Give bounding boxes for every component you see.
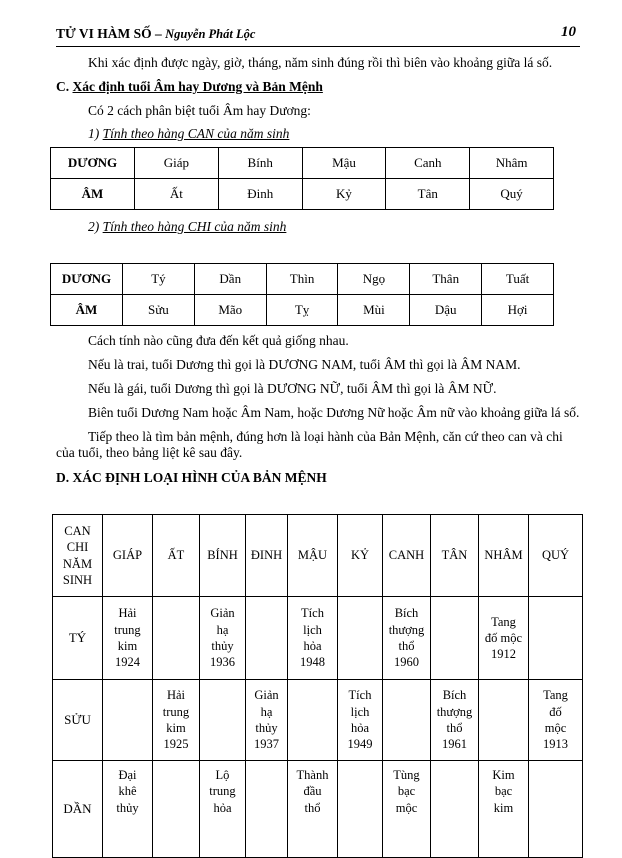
can-header: TÂN [431,515,479,597]
menh-cell-line: 1925 [163,737,189,752]
can-table-cell: Mậu [302,148,386,179]
menh-cell [246,680,288,761]
menh-cell [383,761,431,858]
menh-cell-line: Tang [543,688,568,703]
chi-label: TÝ [53,597,103,680]
header-title: TỬ VI HÀM SỐ – Nguyễn Phát Lộc [56,26,256,41]
can-header: GIÁP [103,515,153,597]
menh-cell-line: trung [114,622,141,637]
chi-table-cell: Thìn [266,264,338,295]
menh-cell-line: thủy [255,721,278,735]
paragraph-2: Nếu là trai, tuổi Dương thì gọi là DƯƠNG NAM, tuổi ÂM thì gọi là ÂM NAM. [88,357,521,372]
menh-cell-line: khê [118,784,137,799]
chi-table-row [51,295,554,326]
menh-cell [338,597,383,680]
menh-cell [103,597,153,680]
menh-cell-line: trung [162,704,190,719]
paragraph-4: Biên tuổi Dương Nam hoặc Âm Nam, hoặc Dương Nữ hoặc Âm nữ vào khoảng giữa lá số. [88,405,580,420]
section-c-intro: Có 2 cách phân biệt tuổi Âm hay Dương: [88,103,311,118]
chi-table-cell: Sửu [123,295,195,326]
menh-cell-line: mộc [395,800,418,815]
chi-table-cell: Tuất [482,264,554,295]
menh-cell-line: 1948 [300,655,325,670]
menh-cell [479,680,529,761]
can-table-row [51,148,554,179]
chi-label: DẦN [53,761,103,858]
menh-cell-line: hạ [216,622,229,637]
menh-cell-line: 1924 [115,655,140,670]
can-table [50,147,554,210]
menh-cell-line: Tích [301,606,324,621]
can-header: NHÂM [479,515,529,597]
chi-table-cell: Hợi [482,295,554,326]
menh-cell [338,680,383,761]
can-header: ĐINH [246,515,288,597]
menh-cell [383,680,431,761]
can-table-cell: Ất [135,179,219,210]
menh-cell [288,680,338,761]
method1-label: 1) Tính theo hàng CAN của năm sinh [88,126,290,141]
menh-cell [338,761,383,858]
corner-line: CHI [66,540,89,555]
can-table-cell: Kỷ [302,179,386,210]
corner-line: CAN [64,523,91,538]
menh-cell-line: bạc [397,784,416,799]
section-c-heading: C. Xác định tuổi Âm hay Dương và Bản Mệnh [56,79,323,94]
can-row-label: ÂM [51,179,135,210]
paragraph-3: Nếu là gái, tuổi Dương thì gọi là DƯƠNG NỮ, tuổi ÂM thì gọi là ÂM NỮ. [88,381,497,396]
menh-header-row [53,515,583,597]
menh-cell [479,761,529,858]
menh-cell-line: đố [549,704,562,719]
menh-cell [200,761,246,858]
menh-cell-line: kim [166,721,186,735]
paragraph-6: của tuổi, theo bảng liệt kê sau đây. [56,445,243,460]
menh-cell-line: thượng [436,704,473,719]
section-d-heading: D. XÁC ĐỊNH LOẠI HÌNH CỦA BẢN MỆNH [56,470,327,485]
menh-cell [153,680,200,761]
page-number: 10 [561,24,576,40]
menh-cell [529,761,583,858]
ban-menh-table [52,514,583,858]
menh-cell [246,597,288,680]
menh-cell-line: thổ [398,639,415,653]
chi-table-cell: Dậu [410,295,482,326]
menh-cell-line: thủy [211,639,234,653]
can-header: MẬU [288,515,338,597]
menh-cell-line: lịch [303,622,322,637]
menh-cell-line: Bích [394,606,419,621]
chi-table [50,263,554,326]
menh-cell-line: Hải [118,606,137,621]
menh-cell [103,761,153,858]
can-table-cell: Đinh [218,179,302,210]
menh-cell-line: 1913 [543,737,568,752]
menh-cell-line: 1936 [210,655,235,670]
can-header: BÍNH [200,515,246,597]
chi-table-cell: Ngọ [338,264,410,295]
menh-cell-line: 1961 [442,737,467,752]
menh-cell [200,597,246,680]
menh-cell [529,680,583,761]
can-table-cell: Bính [218,148,302,179]
menh-cell-line: lịch [350,704,370,719]
menh-row [53,597,583,680]
can-table-cell: Giáp [135,148,219,179]
menh-cell-line: Bích [442,688,467,703]
menh-cell [200,680,246,761]
menh-row [53,680,583,761]
menh-cell-line: bạc [494,784,513,799]
menh-cell [288,761,338,858]
chi-table-cell: Mão [194,295,266,326]
can-table-cell: Canh [386,148,470,179]
menh-cell-line: Giản [210,606,235,621]
menh-cell-line: Kim [492,768,515,782]
menh-cell-line: hỏa [350,721,370,735]
corner-line: SINH [62,572,93,587]
chi-table-cell: Dần [194,264,266,295]
menh-cell-line: Lộ [215,768,230,782]
menh-cell [479,597,529,680]
menh-cell [431,597,479,680]
chi-table-cell: Tý [123,264,195,295]
paragraph-1: Cách tính nào cũng đưa đến kết quả giống nhau. [88,333,349,348]
menh-cell [288,597,338,680]
menh-cell-line: 1912 [491,647,516,662]
can-header: CANH [383,515,431,597]
menh-cell-line: Thành [296,768,329,782]
menh-cell-line: kim [493,800,514,815]
menh-cell-line: Tang [491,614,516,629]
can-header: KỶ [338,515,383,597]
menh-cell-line: thủy [116,800,139,815]
menh-cell-line: Giản [254,688,279,703]
chi-row-label: DƯƠNG [51,264,123,295]
menh-cell-line: đố mộc [484,630,523,645]
menh-cell [383,597,431,680]
paragraph-5: Tiếp theo là tìm bản mệnh, đúng hơn là loại hành của Bản Mệnh, căn cứ theo can và chi [88,429,563,444]
menh-cell-line: trung [209,784,236,799]
menh-cell-line: thượng [388,622,425,637]
intro-line: Khi xác định được ngày, giờ, tháng, năm sinh đúng rồi thì biên vào khoảng giữa lá số. [88,55,553,70]
can-header: ẤT [153,515,200,597]
menh-cell [153,761,200,858]
can-row-label: DƯƠNG [51,148,135,179]
can-table-cell: Tân [386,179,470,210]
menh-cell-line: Đại [118,768,137,782]
menh-cell-line: 1937 [254,737,279,752]
can-table-row [51,179,554,210]
menh-cell-line: thổ [446,721,463,735]
menh-cell-line: mộc [544,721,567,735]
chi-row-label: ÂM [51,295,123,326]
method2-label: 2) Tính theo hàng CHI của năm sinh [88,219,287,234]
corner-line: NĂM [62,556,93,571]
menh-cell-line: 1960 [394,655,419,670]
menh-cell [431,680,479,761]
menh-cell [246,761,288,858]
menh-cell [103,680,153,761]
chi-table-cell: Tỵ [266,295,338,326]
chi-label: SỬU [53,680,103,761]
chi-table-cell: Mùi [338,295,410,326]
menh-cell-line: Hải [166,688,186,703]
menh-cell [431,761,479,858]
menh-cell-line: kim [117,639,138,653]
menh-corner-cell [53,515,103,597]
can-table-cell: Nhâm [470,148,554,179]
menh-cell-line: thổ [304,800,321,815]
menh-cell-line: Tùng [393,768,420,782]
chi-table-cell: Thân [410,264,482,295]
menh-row [53,761,583,858]
menh-cell-line: hỏa [213,800,232,815]
page-header [56,24,580,47]
can-header: QUÝ [529,515,583,597]
menh-cell-line: 1949 [347,737,373,752]
menh-cell [529,597,583,680]
menh-cell-line: hỏa [303,639,322,653]
menh-cell-line: Tích [348,688,372,703]
menh-cell [153,597,200,680]
menh-cell-line: hạ [260,704,273,719]
menh-cell-line: đầu [303,784,322,799]
chi-table-row [51,264,554,295]
can-table-cell: Quý [470,179,554,210]
